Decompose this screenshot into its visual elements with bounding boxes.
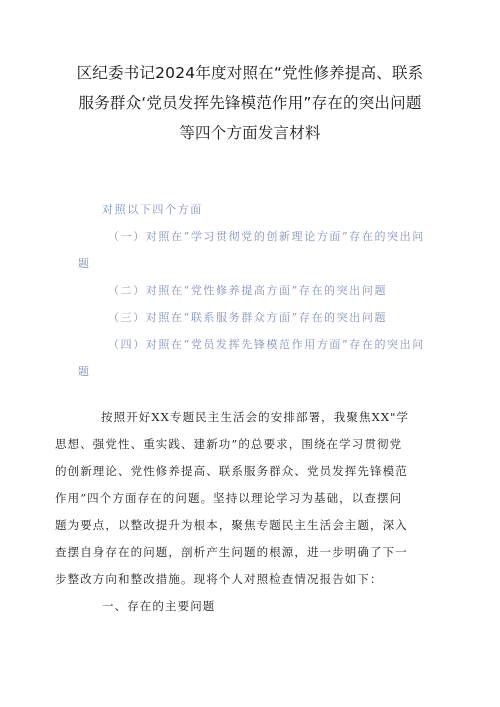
- toc-item-1: [78, 223, 428, 277]
- toc-item-1-line-2: 题: [78, 257, 91, 270]
- toc-item-2-line-1: （二）对照在“党性修养提高方面”存在的突出问题: [108, 284, 388, 297]
- document-title: [40, 58, 460, 148]
- toc-heading: 对照以下四个方面: [102, 203, 203, 216]
- toc-item-3-line-1: （三）对照在“联系服务群众方面”存在的突出问题: [108, 311, 388, 324]
- para-line-2: 思想、强党性、重实践、建新功”的总要求，围绕在学习贯彻党: [55, 437, 403, 451]
- section-heading: 一、存在的主要问题: [102, 599, 216, 613]
- toc-section: [78, 196, 428, 385]
- toc-item-4: [78, 331, 428, 385]
- para-line-1: 按照开好XX专题民主生活会的安排部署，我聚焦XX"学: [101, 410, 410, 424]
- toc-item-4-line-2: 题: [78, 365, 91, 378]
- para-line-5: 题为要点，以整改提升为根本，聚焦专题民主生活会主题，深入: [55, 518, 408, 532]
- toc-item-1-line-1: （一）对照在“学习贯彻党的创新理论方面”存在的突出问: [108, 230, 425, 243]
- toc-item-2: [78, 277, 428, 304]
- para-line-4: 作用”四个方面存在的问题。坚持以理论学习为基础，以查摆问: [55, 491, 403, 505]
- title-line-1: 区纪委书记2024年度对照在“党性修养提高、联系: [76, 64, 424, 82]
- intro-paragraph: [55, 404, 428, 593]
- para-line-3: 的创新理论、党性修养提高、联系服务群众、党员发挥先锋模范: [55, 464, 408, 478]
- title-line-2: 服务群众‘党员发挥先锋模范作用”存在的突出问题: [78, 94, 422, 112]
- title-line-3: 等四个方面发言材料: [179, 124, 321, 142]
- toc-item-3: [78, 304, 428, 331]
- para-line-7: 步整改方向和整改措施。现将个人对照检查情况报告如下：: [55, 572, 383, 586]
- para-line-6: 查摆自身存在的问题，剖析产生问题的根源，进一步明确了下一: [55, 545, 408, 559]
- body-section: [55, 404, 428, 620]
- toc-item-4-line-1: （四）对照在“党员发挥先锋模范作用方面”存在的突出问: [108, 338, 425, 351]
